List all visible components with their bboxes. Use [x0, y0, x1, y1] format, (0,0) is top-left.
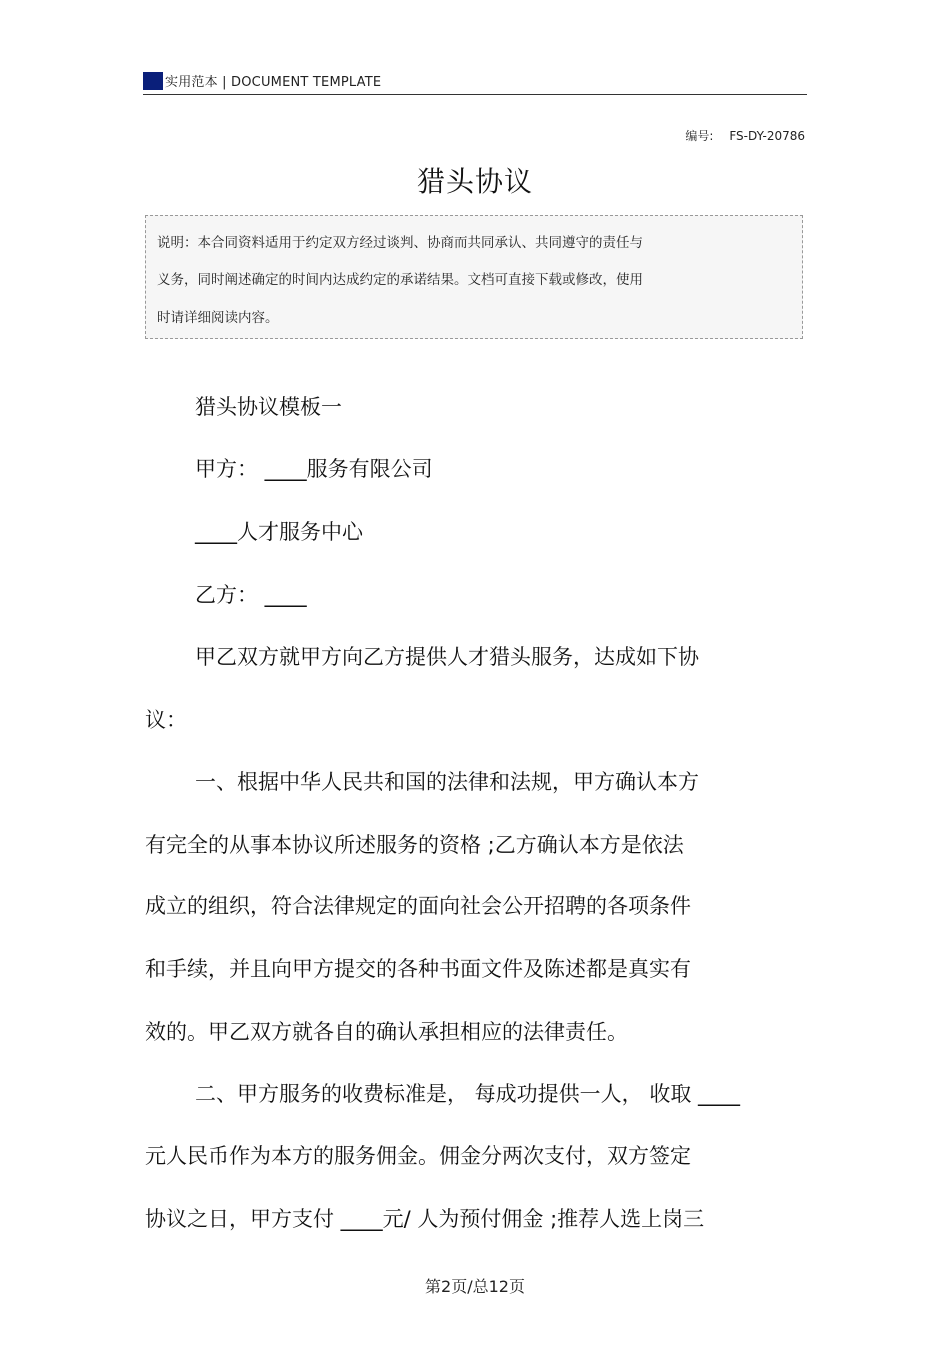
body-line: 和手续，并且向甲方提交的各种书面文件及陈述都是真实有	[145, 957, 691, 981]
body-line: 议：	[145, 708, 187, 732]
header-text: 实用范本 | DOCUMENT TEMPLATE	[165, 75, 382, 90]
body-line: 甲乙双方就甲方向乙方提供人才猎头服务，达成如下协	[195, 645, 699, 669]
body-line: 有完全的从事本协议所述服务的资格 ;乙方确认本方是依法	[145, 833, 684, 857]
document-header	[143, 68, 807, 95]
description-line: 时请详细阅读内容。	[157, 310, 279, 326]
body-line: ____人才服务中心	[195, 520, 363, 544]
document-title: 猎头协议	[416, 165, 533, 198]
logo-icon	[143, 72, 163, 90]
body-line: 成立的组织，符合法律规定的面向社会公开招聘的各项条件	[145, 894, 691, 918]
document-number-value: FS-DY-20786	[729, 129, 805, 143]
body-line: 乙方： ____	[195, 583, 307, 607]
description-line: 说明：本合同资料适用于约定双方经过谈判、协商而共同承认、共同遵守的责任与	[157, 235, 643, 251]
body-line: 一、根据中华人民共和国的法律和法规，甲方确认本方	[195, 770, 699, 794]
document-number-label: 编号:	[685, 129, 714, 143]
body-line: 效的。甲乙双方就各自的确认承担相应的法律责任。	[145, 1020, 628, 1044]
page-number: 第2页/总12页	[425, 1277, 525, 1296]
document-number	[685, 127, 805, 144]
description-box	[145, 215, 803, 339]
body-line: 甲方： ____服务有限公司	[195, 457, 433, 481]
body-line: 协议之日，甲方支付 ____元/ 人为预付佣金 ;推荐人选上岗三	[145, 1207, 705, 1231]
body-line: 二、甲方服务的收费标准是， 每成功提供一人， 收取 ____	[195, 1082, 741, 1106]
body-line: 猎头协议模板一	[195, 395, 342, 419]
description-line: 义务，同时阐述确定的时间内达成约定的承诺结果。文档可直接下载或修改，使用	[157, 272, 643, 288]
body-line: 元人民币作为本方的服务佣金。佣金分两次支付，双方签定	[145, 1144, 691, 1168]
